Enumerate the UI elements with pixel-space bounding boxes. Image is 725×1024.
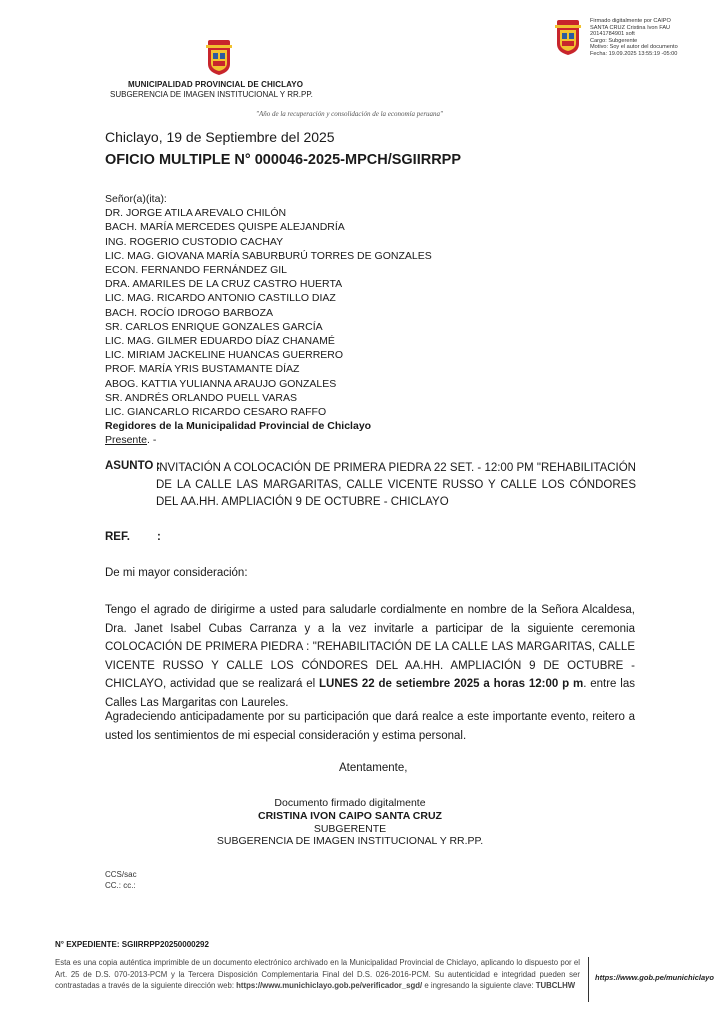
key-text: e ingresando la siguiente clave: (422, 981, 536, 991)
signature-line: Cargo: Subgerente (590, 37, 638, 44)
recipient: LIC. MAG. GILMER EDUARDO DÍAZ CHANAMÉ (105, 335, 335, 348)
cc-line: CC.: cc.: (105, 881, 136, 890)
footer-divider (588, 957, 589, 1002)
recipient: BACH. ROCÍO IDROGO BARBOZA (105, 306, 274, 319)
document-date: Chiclayo, 19 de Septiembre del 2025 (105, 129, 335, 145)
recipient: LIC. GIANCARLO RICARDO CESARO RAFFO (105, 406, 327, 419)
initials: CCS/sac (105, 870, 137, 879)
signer-title: SUBGERENTE (313, 822, 387, 835)
recipient: ING. ROGERIO CUSTODIO CACHAY (105, 235, 284, 248)
paragraph-text: Tengo el agrado de dirigirme a usted para saludarle cordialmente en nombre de la Señora Alcaldesa, Dra. Janet Isabel Cubas Carranza y a la vez invitarle a participar de la siguiente ceremonia COLOCACIÓN DE PRIMERA PIEDRA : "REHABILITACIÓN DE LA CALLE LAS MARGARITAS, CALLE VICENTE RUSSO Y CALLE LOS CÓNDORES DEL AA.HH. AMPLIACIÓN 9 DE OCTUBRE - CHICLAYO, actividad que se realizará el (105, 604, 635, 690)
recipient: DRA. AMARILES DE LA CRUZ CASTRO HUERTA (105, 278, 343, 291)
legal-notice (55, 957, 580, 992)
greeting: De mi mayor consideración: (105, 567, 248, 579)
digital-signature-block (590, 18, 720, 58)
signature-line: 20141784901 soft (590, 31, 635, 38)
copies-block (105, 869, 137, 891)
signature-block (200, 797, 500, 848)
salutation: Señor(a)(ita): (105, 193, 167, 205)
asunto-label: ASUNTO : (105, 460, 161, 472)
signature-crest-logo (553, 20, 583, 56)
gob-link[interactable]: https://www.gob.pe/munichiclayo (595, 973, 714, 982)
municipality-crest-logo (204, 40, 234, 76)
legal-text: Esta es una copia auténtica imprimible de un documento electrónico archivado en la Municipalidad Provincial de Chiclayo, aplicando lo dispuesto por el Art. 25 de D.S. 070-2013-PCM y la Tercera Disposición Complementaria Final del D.S. 026-2016-PCM. Su autenticidad e integridad pueden ser contrastadas a través de la siguiente dirección web: (55, 958, 580, 991)
signer-office: SUBGERENCIA DE IMAGEN INSTITUCIONAL Y RR.PP. (216, 835, 484, 848)
recipient: ABOG. KATTIA YULIANNA ARAUJO GONZALES (105, 377, 337, 390)
event-date-bold: LUNES 22 de setiembre 2025 a horas 12:00 p m (319, 678, 584, 690)
recipient: SR. ANDRÉS ORLANDO PUELL VARAS (105, 391, 297, 404)
signer-name: CRISTINA IVON CAIPO SANTA CRUZ (258, 809, 442, 822)
presente-line (105, 433, 432, 447)
verify-link[interactable]: https://www.munichiclayo.gob.pe/verificador_sgd/ (236, 981, 423, 991)
digital-signature-note: Documento firmado digitalmente (274, 797, 426, 809)
ref-colon: : (157, 531, 161, 543)
closing: Atentamente, (339, 762, 408, 774)
paragraph-text: . entre las Calles Las Margaritas con Laureles. (105, 678, 636, 709)
recipient: BACH. MARÍA MERCEDES QUISPE ALEJANDRÍA (105, 221, 345, 234)
recipient: PROF. MARÍA YRIS BUSTAMANTE DÍAZ (105, 363, 300, 376)
signature-line: Motivo: Soy el autor del documento (590, 44, 678, 51)
signature-line: Firmado digitalmente por CAIPO (590, 18, 671, 24)
recipient: ECON. FERNANDO FERNÁNDEZ GIL (105, 264, 288, 277)
municipality-name: MUNICIPALIDAD PROVINCIAL DE CHICLAYO (128, 80, 304, 89)
recipient: DR. JORGE ATILA AREVALO CHILÓN (105, 207, 287, 220)
asunto-text: INVITACIÓN A COLOCACIÓN DE PRIMERA PIEDRA 22 SET. - 12:00 PM "REHABILITACIÓN DE LA CALLE LAS MARGARITAS, CALLE VICENTE RUSSO Y CALLE LOS CÓNDORES DEL AA.HH. AMPLIACIÓN 9 DE OCTUBRE - CHICLAYO (156, 462, 636, 508)
signature-line: SANTA CRUZ Cristina Ivon FAU (590, 24, 671, 31)
recipient: SR. CARLOS ENRIQUE GONZALES GARCÍA (105, 320, 323, 333)
verification-key: TUBCLHW (535, 981, 576, 991)
presente-suffix: . - (147, 434, 157, 447)
signature-line: Fecha: 19.09.2025 13:55:19 -05:00 (590, 50, 678, 57)
recipients-group: Regidores de la Municipalidad Provincial de Chiclayo (105, 420, 372, 433)
recipients-block (105, 192, 432, 448)
subgerencia-name: SUBGERENCIA DE IMAGEN INSTITUCIONAL Y RR.PP. (110, 90, 313, 99)
expediente-number: N° EXPEDIENTE: SGIIRRPP20250000292 (55, 940, 209, 949)
oficio-number: OFICIO MULTIPLE N° 000046-2025-MPCH/SGIIRRPP (105, 152, 462, 168)
paragraph-invitation (105, 601, 635, 712)
ref-label: REF. (105, 531, 130, 543)
recipient: LIC. MIRIAM JACKELINE HUANCAS GUERRERO (105, 349, 344, 362)
paragraph-closing: Agradeciendo anticipadamente por su participación que dará realce a este importante evento, reitero a usted los sentimientos de mi especial consideración y estima personal. (105, 711, 635, 742)
year-slogan: "Año de la recuperación y consolidación de la economía peruana" (256, 110, 443, 118)
recipient: LIC. MAG. RICARDO ANTONIO CASTILLO DIAZ (105, 292, 336, 305)
recipient: LIC. MAG. GIOVANA MARÍA SABURBURÚ TORRES DE GONZALES (105, 249, 432, 262)
presente: Presente (105, 434, 148, 447)
